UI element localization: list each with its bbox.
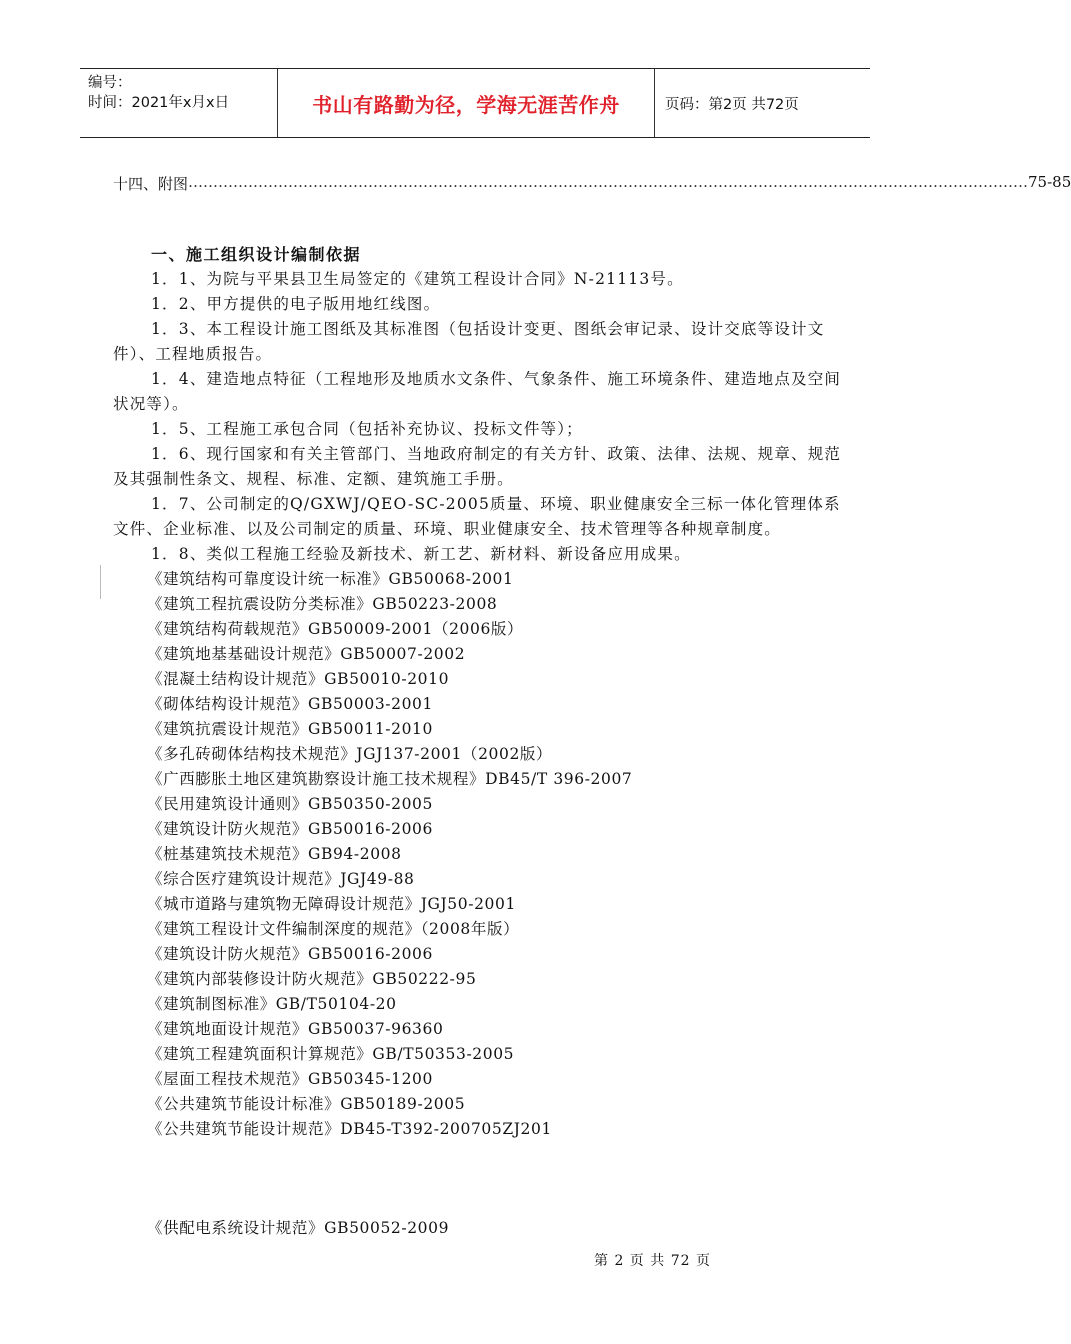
reference-item: 《建筑设计防火规范》GB50016-2006 — [147, 945, 433, 963]
header-motto: 书山有路勤为径，学海无涯苦作舟 — [278, 69, 655, 137]
reference-item: 《桩基建筑技术规范》GB94-2008 — [147, 845, 402, 863]
reference-item: 《建筑地基基础设计规范》GB50007-2002 — [147, 645, 466, 663]
section-heading: 一、施工组织设计编制依据 — [151, 245, 362, 264]
paragraph-1-6: 1．6、现行国家和有关主管部门、当地政府制定的有关方针、政策、法律、法规、规章、规范及其强制性条文、规程、标准、定额、建筑施工手册。 — [113, 445, 842, 488]
reference-item: 《建筑地面设计规范》GB50037-96360 — [147, 1020, 444, 1038]
margin-line-mark — [100, 565, 101, 599]
toc-leader-dots: …………………………………………………………………………………………………………………………………………………… — [188, 173, 1029, 191]
reference-item: 《广西膨胀土地区建筑勘察设计施工技术规程》DB45/T 396-2007 — [147, 770, 633, 788]
paragraph-1-1: 1．1、为院与平果县卫生局签定的《建筑工程设计合同》N-21113号。 — [151, 270, 684, 288]
header-meta-cell — [80, 69, 278, 137]
toc-entry[interactable] — [113, 173, 1071, 194]
toc-pages: 75-85 — [1028, 173, 1071, 191]
reference-item: 《建筑抗震设计规范》GB50011-2010 — [147, 720, 433, 738]
reference-item: 《建筑结构荷载规范》GB50009-2001（2006版） — [147, 620, 524, 638]
reference-item: 《屋面工程技术规范》GB50345-1200 — [147, 1070, 433, 1088]
reference-item: 《建筑工程建筑面积计算规范》GB/T50353-2005 — [147, 1045, 515, 1063]
reference-item: 《建筑工程设计文件编制深度的规范》（2008年版） — [147, 920, 520, 938]
reference-item: 《建筑工程抗震设防分类标准》GB50223-2008 — [147, 595, 498, 613]
paragraph-1-7: 1．7、公司制定的Q/GXWJ/QEO-SC-2005质量、环境、职业健康安全三标一体化管理体系文件、企业标准、以及公司制定的质量、环境、职业健康安全、技术管理等各种规章制度。 — [113, 495, 841, 538]
paragraph-1-3: 1．3、本工程设计施工图纸及其标准图（包括设计变更、图纸会审记录、设计交底等设计文件）、工程地质报告。 — [113, 320, 825, 363]
time-label: 时间：2021年x月x日 — [88, 95, 230, 111]
toc-label: 十四、附图 — [113, 175, 189, 193]
page-footer: 第 2 页 共 72 页 — [594, 1253, 711, 1269]
page-header — [80, 68, 870, 138]
section-content — [113, 242, 853, 1142]
reference-item: 《建筑结构可靠度设计统一标准》GB50068-2001 — [147, 570, 514, 588]
reference-item: 《建筑内部装修设计防火规范》GB50222-95 — [147, 970, 477, 988]
reference-item: 《民用建筑设计通则》GB50350-2005 — [147, 795, 433, 813]
reference-item: 《多孔砖砌体结构技术规范》JGJ137-2001（2002版） — [147, 745, 553, 763]
reference-item: 《建筑制图标准》GB/T50104-20 — [147, 995, 397, 1013]
paragraph-1-4: 1．4、建造地点特征（工程地形及地质水文条件、气象条件、施工环境条件、建造地点及空间状况等）。 — [113, 370, 842, 413]
reference-item-last: 《供配电系统设计规范》GB50052-2009 — [147, 1219, 450, 1237]
reference-item: 《建筑设计防火规范》GB50016-2006 — [147, 820, 433, 838]
number-label: 编号： — [88, 75, 132, 91]
reference-item: 《混凝土结构设计规范》GB50010-2010 — [147, 670, 450, 688]
paragraph-1-2: 1．2、甲方提供的电子版用地红线图。 — [151, 295, 441, 313]
paragraph-1-5: 1．5、工程施工承包合同（包括补充协议、投标文件等）； — [151, 420, 583, 438]
reference-item: 《公共建筑节能设计标准》GB50189-2005 — [147, 1095, 466, 1113]
reference-item: 《砌体结构设计规范》GB50003-2001 — [147, 695, 433, 713]
reference-item: 《公共建筑节能设计规范》DB45-T392-200705ZJ201 — [147, 1120, 552, 1138]
reference-item: 《综合医疗建筑设计规范》JGJ49-88 — [147, 870, 415, 888]
header-page-info: 页码：第2页 共72页 — [665, 96, 799, 113]
paragraph-1-8: 1．8、类似工程施工经验及新技术、新工艺、新材料、新设备应用成果。 — [151, 545, 691, 563]
reference-item: 《城市道路与建筑物无障碍设计规范》JGJ50-2001 — [147, 895, 516, 913]
